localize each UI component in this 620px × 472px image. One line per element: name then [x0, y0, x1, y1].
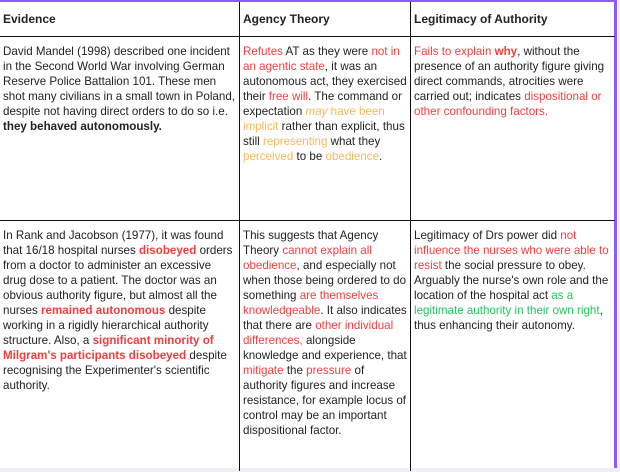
highlighted-text-segment: Refutes: [243, 45, 283, 58]
text-segment: This suggests that Agency Theory: [243, 229, 379, 257]
highlighted-text-segment: dispositional or other confounding factors.: [414, 90, 602, 118]
text-segment: despite recognising the Experimenter's scientific authority.: [3, 349, 227, 392]
text-segment: the: [283, 364, 307, 377]
highlighted-text-segment: not influence the nurses who were able to resist: [414, 229, 609, 272]
highlighted-text-segment: they behaved autonomously.: [3, 120, 162, 133]
text-segment: , it was an autonomous act, they exercised their: [243, 60, 407, 103]
highlighted-text-segment: not in an agentic state: [243, 45, 400, 73]
text-segment: , thus enhancing their autonomy.: [414, 304, 603, 332]
text-segment: , without the presence of an authority figure giving direct commands, atrocities were carried out; indicates: [414, 45, 605, 103]
highlighted-text-segment: mitigate: [243, 364, 284, 377]
highlighted-text-segment: as a legitimate authority in their own right: [414, 289, 600, 317]
header-agency-theory: Agency Theory: [240, 2, 411, 37]
highlighted-text-segment: other individual differences,: [243, 319, 394, 347]
highlighted-text-segment: cannot explain all obedience: [243, 244, 372, 272]
text-segment: orders from a doctor to administer an excessive drug dose to a patient. The doctor was an obvious authority figure, but almost all the nurses: [3, 244, 233, 317]
text-segment: David Mandel (1998) described one incident in the Second World War involving German Reserve Police Battalion 101. These men shot many civilians in a small town in Poland, despite not having direct orders to do so i.e.: [3, 45, 235, 118]
highlighted-text-segment: representing: [262, 135, 328, 148]
text-segment: In Rank and Jacobson (1977), it was found that 16/18 hospital nurses: [3, 229, 224, 257]
table-row: [0, 37, 615, 221]
text-segment: the social pressure to obey. Arguably the nurse's own role and the location of the hospital act: [414, 259, 609, 302]
highlighted-text-segment: why: [494, 45, 518, 58]
highlighted-text-segment: pressure: [306, 364, 352, 377]
text-segment: Legitimacy of Drs power did: [414, 229, 561, 242]
highlighted-text-segment: remained autonomous: [41, 304, 166, 317]
highlighted-text-segment: are themselves knowledgeable: [243, 289, 379, 317]
text-segment: rather than explicit, thus still: [243, 120, 405, 148]
cell-evidence: [0, 37, 240, 221]
highlighted-text-segment: obedience: [325, 150, 380, 163]
highlighted-text-segment: may: [305, 105, 328, 118]
cell-evidence: [0, 221, 240, 472]
highlighted-text-segment: free will: [268, 90, 309, 103]
text-segment: alongside knowledge and experience, that: [243, 334, 407, 362]
text-segment: of authority figures and increase resistance, for example locus of control may be an important dispositional factor.: [243, 364, 407, 437]
table-row: [0, 221, 615, 472]
cell-legitimacy: [411, 221, 615, 472]
cell-agency-theory: [240, 221, 411, 472]
header-legitimacy-of-authority: Legitimacy of Authority: [411, 2, 615, 37]
text-segment: . It also indicates that there are: [243, 304, 407, 332]
text-segment: .: [379, 150, 383, 163]
header-row: [0, 2, 615, 37]
text-segment: , and especially not when those being ordered to do something: [243, 259, 407, 302]
cell-legitimacy: [411, 37, 615, 221]
cell-agency-theory: [240, 37, 411, 221]
highlighted-text-segment: significant minority of Milgram's participants disobeyed: [3, 334, 214, 362]
header-evidence: Evidence: [0, 2, 240, 37]
text-segment: . The command or expectation: [243, 90, 402, 118]
text-segment: to be: [293, 150, 326, 163]
text-segment: what they: [327, 135, 381, 148]
highlighted-text-segment: disobeyed: [139, 244, 197, 257]
text-segment: AT as they were: [282, 45, 372, 58]
highlighted-text-segment: Fails to explain: [414, 45, 495, 58]
comparison-table: [0, 2, 615, 471]
highlighted-text-segment: perceived: [243, 150, 294, 163]
highlighted-text-segment: have been implicit: [243, 105, 385, 133]
text-segment: despite working in a rigidly hierarchical authority structure. Also, a: [3, 304, 209, 347]
